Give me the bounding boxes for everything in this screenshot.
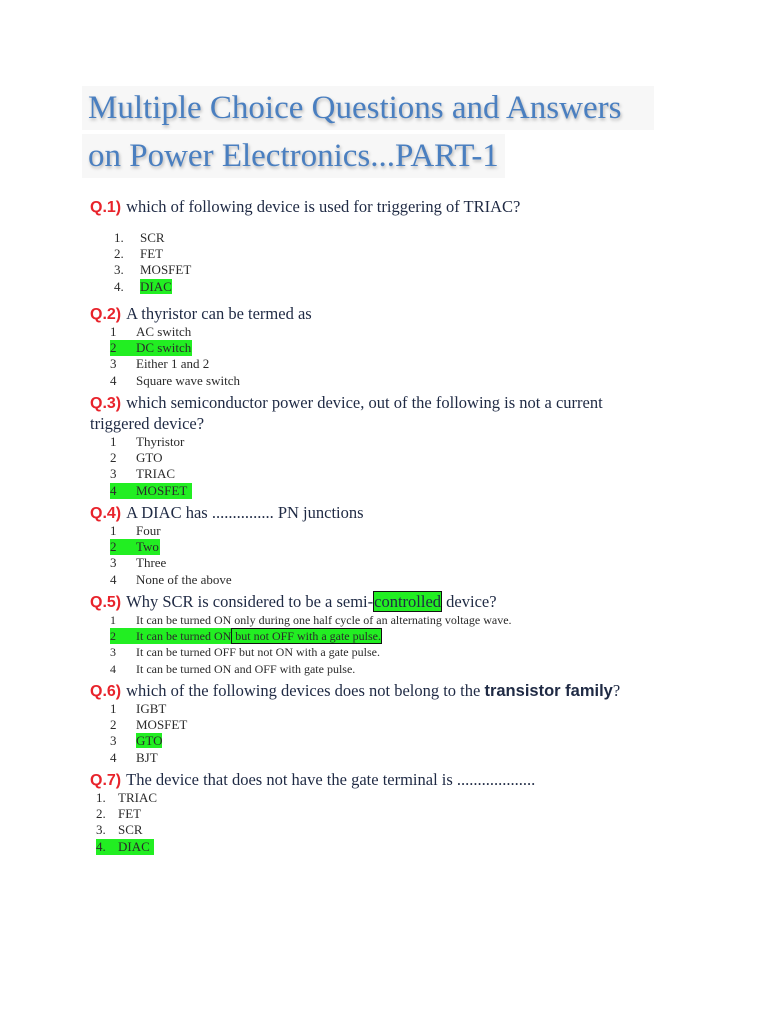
question-2 <box>90 303 690 326</box>
option-row-answer <box>96 839 154 855</box>
option-text: Square wave switch <box>136 372 240 388</box>
options-q2 <box>110 324 240 389</box>
option-number: 3. <box>96 822 106 838</box>
question-7 <box>90 769 690 792</box>
answer-highlight: Two <box>136 539 159 555</box>
question-number: Q.3) <box>90 395 122 412</box>
option-row <box>114 230 191 246</box>
option-text: AC switch <box>136 324 192 339</box>
option-row <box>96 790 157 806</box>
option-text: Three <box>136 555 167 571</box>
option-number: 3 <box>110 555 117 571</box>
option-row <box>110 612 512 628</box>
question-number: Q.4) <box>90 505 122 522</box>
question-4 <box>90 502 690 525</box>
option-number: 4 <box>110 749 117 765</box>
option-number: 1 <box>110 434 117 449</box>
options-q5 <box>110 612 512 677</box>
option-number: 4. <box>96 838 106 854</box>
option-row-answer <box>114 279 191 295</box>
option-text: GTO <box>136 450 163 466</box>
option-text: TRIAC <box>118 790 157 805</box>
options-q6 <box>110 701 187 766</box>
question-text: which semiconductor power device, out of the following is not a current <box>126 393 603 412</box>
question-text: A DIAC has ............... PN junctions <box>126 503 364 522</box>
question-text: which of the following devices does not belong to the <box>126 681 485 700</box>
options-q7 <box>96 790 157 855</box>
question-text: Why SCR is considered to be a semi- <box>126 592 374 611</box>
option-row <box>114 246 191 262</box>
option-row-answer <box>110 483 192 499</box>
answer-highlight: It can be turned ON <box>136 629 232 644</box>
question-number: Q.6) <box>90 683 122 700</box>
question-text: which of following device is used for triggering of TRIAC? <box>126 197 521 216</box>
option-text: SCR <box>118 822 143 838</box>
question-text: The device that does not have the gate terminal is ................... <box>126 770 536 789</box>
option-number: 4 <box>110 661 116 676</box>
option-text: Thyristor <box>136 434 185 449</box>
option-text: It can be turned OFF but not ON with a gate pulse. <box>136 645 380 660</box>
option-row <box>96 822 157 838</box>
option-row <box>110 434 192 450</box>
option-text: Four <box>136 523 161 538</box>
answer-highlight: GTO <box>136 733 163 749</box>
option-number: 2 <box>110 629 116 644</box>
question-text: A thyristor can be termed as <box>126 304 312 323</box>
option-text: BJT <box>136 749 158 765</box>
option-text: MOSFET <box>136 717 188 733</box>
question-text-end: device? <box>442 592 497 611</box>
option-row <box>110 356 240 372</box>
question-5 <box>90 591 690 614</box>
option-row-answer <box>110 539 160 555</box>
option-text: FET <box>118 806 142 822</box>
option-text: FET <box>140 246 164 262</box>
option-row <box>110 750 187 766</box>
answer-highlight: DC switch <box>136 340 192 356</box>
page-title <box>82 86 654 178</box>
option-row-answer <box>110 628 512 644</box>
option-row <box>110 324 240 340</box>
option-text: TRIAC <box>136 466 175 482</box>
option-row <box>110 466 192 482</box>
option-row <box>110 701 187 717</box>
option-number: 2 <box>110 717 117 733</box>
question-text-end: ? <box>612 681 621 700</box>
answer-highlight-boxed: but not OFF with a gate pulse. <box>232 629 381 644</box>
option-number: 3 <box>110 645 116 660</box>
option-number: 1 <box>110 324 117 339</box>
option-text: MOSFET <box>140 262 192 278</box>
option-row <box>110 450 192 466</box>
option-text: SCR <box>140 230 165 245</box>
option-row <box>110 572 232 588</box>
answer-highlight: DIAC <box>118 838 150 854</box>
option-number: 4 <box>110 482 117 498</box>
option-row <box>110 661 512 677</box>
answer-highlight: MOSFET <box>136 482 188 498</box>
option-number: 1 <box>110 523 117 538</box>
option-number: 1 <box>110 613 116 627</box>
option-row <box>110 373 240 389</box>
option-number: 4 <box>110 372 117 388</box>
option-row <box>96 806 157 822</box>
option-number: 3 <box>110 356 117 372</box>
question-number: Q.5) <box>90 594 122 611</box>
question-number: Q.2) <box>90 306 122 323</box>
option-number: 4. <box>114 278 124 294</box>
option-row <box>110 555 232 571</box>
option-row-answer <box>110 340 192 356</box>
question-6 <box>90 680 690 703</box>
option-row <box>110 523 232 539</box>
question-3 <box>90 392 690 415</box>
option-number: 4 <box>110 571 117 587</box>
question-text: triggered device? <box>90 414 205 433</box>
option-number: 2 <box>110 539 117 555</box>
option-number: 3 <box>110 466 117 482</box>
option-number: 2 <box>110 340 117 356</box>
options-q1 <box>114 230 191 295</box>
option-text: It can be turned ON only during one half cycle of an alternating voltage wave. <box>136 613 512 627</box>
answer-highlight: DIAC <box>140 278 172 294</box>
option-number: 2 <box>110 450 117 466</box>
option-number: 3 <box>110 733 117 749</box>
title-line-1: Multiple Choice Questions and Answers <box>82 86 654 130</box>
option-number: 1. <box>96 790 106 805</box>
question-number: Q.1) <box>90 199 122 216</box>
bold-term: transistor family <box>484 682 613 700</box>
option-number: 2. <box>114 246 124 262</box>
option-number: 1 <box>110 701 117 716</box>
option-row-answer <box>110 733 187 749</box>
option-number: 1. <box>114 230 124 245</box>
options-q3 <box>110 434 192 499</box>
options-q4 <box>110 523 232 588</box>
option-text: IGBT <box>136 701 167 716</box>
highlighted-word: controlled <box>374 592 442 611</box>
option-text: None of the above <box>136 571 232 587</box>
title-line-2: on Power Electronics...PART-1 <box>82 134 505 178</box>
question-number: Q.7) <box>90 772 122 789</box>
question-1 <box>90 196 690 219</box>
option-row <box>114 262 191 278</box>
question-3-continued <box>90 413 690 435</box>
option-row <box>110 717 187 733</box>
option-row <box>110 644 512 660</box>
option-text: It can be turned ON and OFF with gate pulse. <box>136 661 356 676</box>
option-number: 2. <box>96 806 106 822</box>
option-number: 3. <box>114 262 124 278</box>
option-text: Either 1 and 2 <box>136 356 210 372</box>
